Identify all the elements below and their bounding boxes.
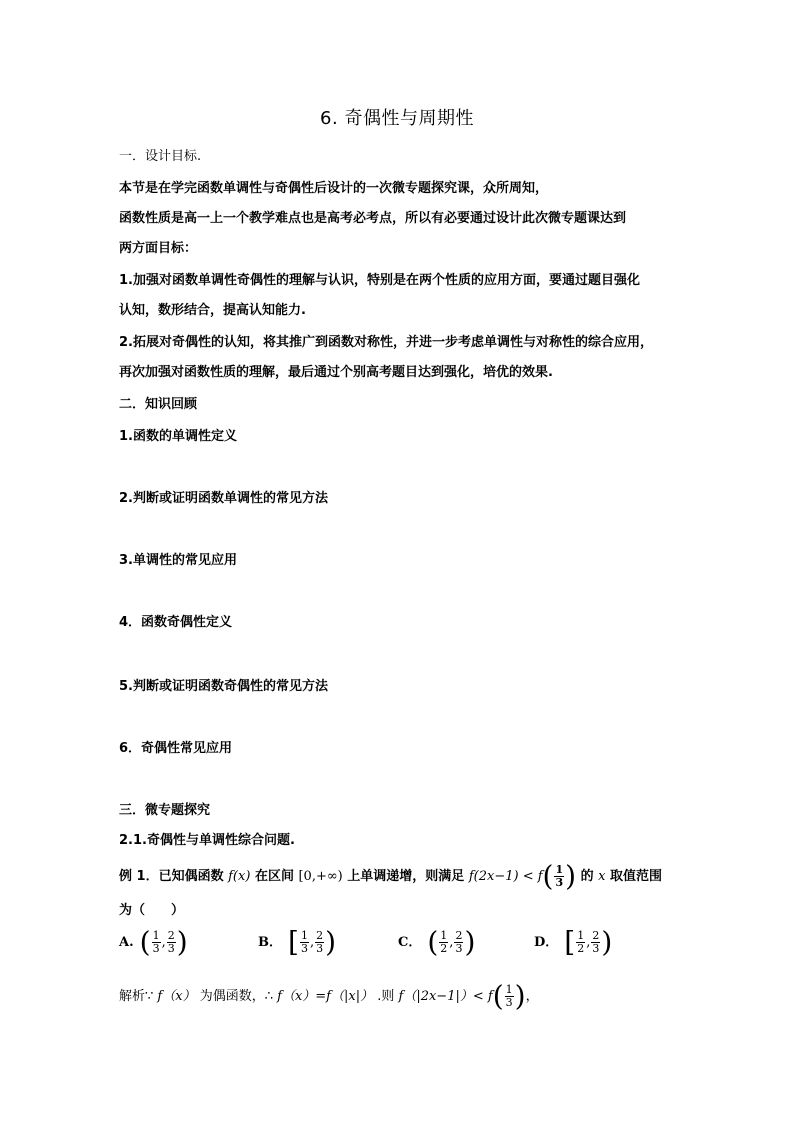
option-fraction-a <box>152 930 161 955</box>
section-heading-explore: 三．微专题探究 <box>119 803 211 818</box>
option-label: C． <box>398 935 422 950</box>
fraction-numerator: 1 <box>300 929 308 942</box>
example-1-line-2: 为（ ） <box>119 903 185 918</box>
example-text-interval: 在区间 <box>254 869 294 884</box>
bracket-right: ) <box>176 925 188 959</box>
example-1-line-1 <box>119 859 663 893</box>
fraction-denominator: 3 <box>300 942 308 955</box>
review-item-2: 2.判断或证明函数单调性的常见方法 <box>119 491 328 506</box>
fraction-numerator: 1 <box>152 929 160 942</box>
paren-left: ( <box>542 859 554 893</box>
paren-left: ( <box>492 979 504 1013</box>
example-label: 例 1．已知偶函数 <box>119 869 224 884</box>
analysis-text-1: 为偶函数，∴ <box>199 989 273 1004</box>
section-heading-review: 二．知识回顾 <box>119 397 198 412</box>
goal-2-line-1: 2.拓展对奇偶性的认知，将其推广到函数对称性，并进一步考虑单调性与对称性的综合应用， <box>119 335 653 350</box>
option-fraction-b <box>315 930 324 955</box>
fraction-numerator: 2 <box>455 929 463 942</box>
example-variable: x <box>598 869 606 884</box>
option-a <box>119 925 188 959</box>
fraction-denominator: 3 <box>152 942 160 955</box>
fraction-denominator: 3 <box>316 942 324 955</box>
bracket-right: ) <box>601 925 613 959</box>
review-item-4: 4．函数奇偶性定义 <box>119 615 233 630</box>
goal-1-line-1: 1.加强对函数单调性奇偶性的理解与认识，特别是在两个性质的应用方面，要通过题目强化 <box>119 273 640 288</box>
paren-right: ) <box>514 979 526 1013</box>
option-d <box>534 925 613 959</box>
example-text-range: 的 <box>580 869 594 884</box>
paren-right: ) <box>565 859 577 893</box>
fraction-denominator: 3 <box>167 942 175 955</box>
option-label: B． <box>258 935 282 950</box>
example-inequality: f(2x−1) < f <box>468 869 543 884</box>
option-fraction-b <box>454 930 463 955</box>
fraction-numerator: 2 <box>167 929 175 942</box>
option-label: D． <box>534 935 559 950</box>
option-fraction-a <box>300 930 309 955</box>
fraction-denominator: 3 <box>555 876 564 889</box>
comma: , <box>309 935 315 950</box>
option-fraction-b <box>167 930 176 955</box>
intro-line-1: 本节是在学完函数单调性与奇偶性后设计的一次微专题探究课，众所周知， <box>119 181 549 196</box>
option-b <box>258 925 337 959</box>
bracket-right: ) <box>464 925 476 959</box>
fraction-denominator: 3 <box>455 942 463 955</box>
intro-line-2: 函数性质是高一上一个教学难点也是高考必考点，所以有必要通过设计此次微专题课达到 <box>119 211 627 226</box>
comma: , <box>161 935 166 950</box>
option-c <box>398 925 476 959</box>
bracket-right: ) <box>325 925 337 959</box>
review-item-1: 1.函数的单调性定义 <box>119 429 237 444</box>
fraction-denominator: 3 <box>592 942 600 955</box>
bracket-left: [ <box>564 925 576 959</box>
analysis-prefix: 解析∵ <box>119 989 154 1004</box>
analysis-text-2: .则 <box>377 989 395 1004</box>
analysis-function-3: f（|2x−1|）< f <box>398 989 493 1004</box>
section-heading-design-goals: 一．设计目标. <box>119 149 202 164</box>
analysis-function-1: f（x） <box>157 989 196 1004</box>
fraction-numerator: 2 <box>592 929 600 942</box>
page-title: 6. 奇偶性与周期性 <box>320 108 474 129</box>
fraction-numerator: 1 <box>577 929 585 942</box>
fraction-denominator: 3 <box>505 996 513 1009</box>
option-fraction-b <box>591 930 600 955</box>
subsection-heading: 2.1.奇偶性与单调性综合问题. <box>119 833 295 848</box>
intro-line-3: 两方面目标： <box>119 241 198 256</box>
example-text-increasing: 上单调递增，则满足 <box>347 869 465 884</box>
fraction-numerator: 1 <box>555 863 564 876</box>
goal-2-line-2: 再次加强对函数性质的理解，最后通过个别高考题目达到强化，培优的效果. <box>119 365 553 380</box>
bracket-left: ( <box>427 925 439 959</box>
bracket-left: [ <box>288 925 299 959</box>
example-text-range-2: 取值范围 <box>610 869 663 884</box>
review-item-6: 6．奇偶性常见应用 <box>119 741 233 756</box>
fraction-numerator: 1 <box>505 983 513 996</box>
analysis-suffix: ， <box>525 989 539 1004</box>
analysis-fraction <box>505 984 514 1009</box>
option-label: A. <box>119 935 134 950</box>
option-fraction-a <box>576 930 585 955</box>
option-fraction-a <box>439 930 448 955</box>
analysis-function-2: f（x）=f（|x|） <box>277 989 374 1004</box>
bracket-left: ( <box>139 925 151 959</box>
fraction-denominator: 2 <box>577 942 585 955</box>
review-item-5: 5.判断或证明函数奇偶性的常见方法 <box>119 679 328 694</box>
example-interval: [0,+∞) <box>298 869 343 884</box>
fraction-numerator: 2 <box>316 929 324 942</box>
goal-1-line-2: 认知，数形结合，提高认知能力. <box>119 303 306 318</box>
fraction-numerator: 1 <box>440 929 448 942</box>
fraction-denominator: 2 <box>440 942 448 955</box>
comma: , <box>586 935 591 950</box>
example-fraction <box>554 864 564 889</box>
analysis-line <box>119 979 539 1013</box>
review-item-3: 3.单调性的常见应用 <box>119 553 237 568</box>
comma: , <box>449 935 454 950</box>
example-function: f(x) <box>228 869 251 884</box>
